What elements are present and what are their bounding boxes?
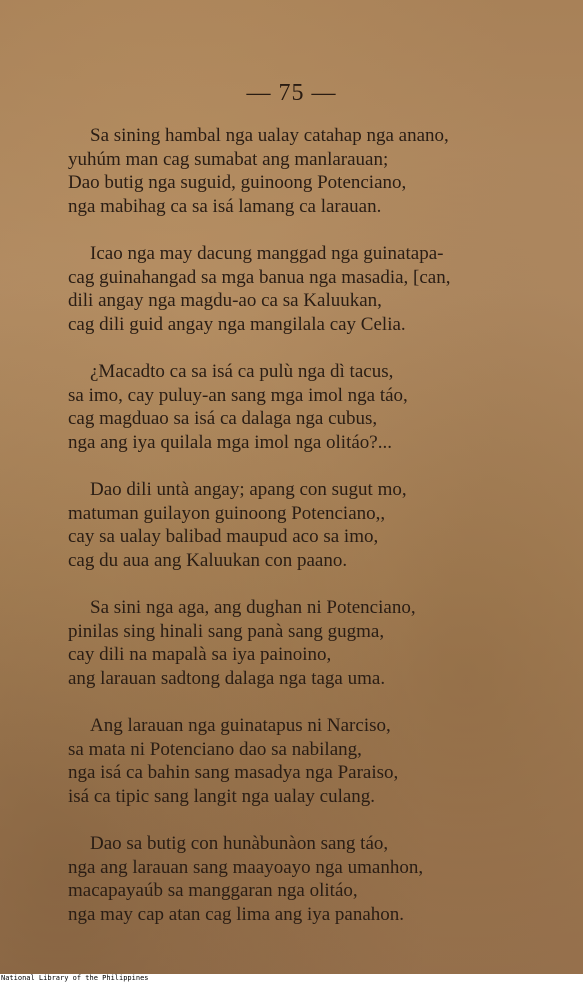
stanza-line: Dao butig nga suguid, guinoong Potenciano,: [68, 172, 407, 193]
stanza-line: ang larauan sadtong dalaga nga taga uma.: [68, 667, 386, 689]
footer-strip: [0, 974, 583, 983]
stanza-line: cay sa ualay balibad maupud aco sa imo,: [68, 526, 379, 547]
stanza-4: [68, 478, 548, 572]
page-number: — 75 —: [246, 80, 337, 106]
stanza-line: dili angay nga magdu-ao ca sa Kaluukan,: [68, 290, 382, 311]
library-credit: National Library of the Philippines: [1, 974, 149, 982]
stanza-line: cay dili na mapalà sa iya painoino,: [68, 644, 332, 665]
stanza-2: [68, 242, 548, 336]
stanza-line: cag guinahangad sa mga banua nga masadia, [can,: [68, 266, 451, 288]
stanza-line: matuman guilayon guinoong Potenciano,,: [68, 502, 386, 524]
stanza-line: cag magduao sa isá ca dalaga nga cubus,: [68, 408, 378, 429]
stanza-line: isá ca tipic sang langit nga ualay culang.: [68, 785, 376, 807]
stanza-line: Dao sa butig con hunàbunàon sang táo,: [90, 833, 389, 854]
stanza-line: Ang larauan nga guinatapus ni Narciso,: [90, 715, 391, 736]
stanza-line: nga ang larauan sang maayoayo nga umanhon,: [68, 856, 424, 878]
stanza-line: Icao nga may dacung manggad nga guinatapa-: [90, 243, 444, 264]
stanza-line: nga mabihag ca sa isá lamang ca larauan.: [68, 195, 382, 217]
stanza-line: nga ang iya quilala mga imol nga olitáo?...: [68, 431, 392, 453]
stanza-line: Sa sini nga aga, ang dughan ni Potenciano,: [90, 597, 416, 618]
stanza-line: nga may cap atan cag lima ang iya panahon.: [68, 903, 405, 925]
stanza-line: macapayaúb sa manggaran nga olitáo,: [68, 880, 358, 901]
stanza-line: cag du aua ang Kaluukan con paano.: [68, 549, 348, 571]
stanza-line: Dao dili untà angay; apang con sugut mo,: [90, 479, 407, 500]
stanza-5: [68, 596, 548, 690]
stanza-6: [68, 714, 548, 808]
stanza-line: pinilas sing hinali sang panà sang gugma,: [68, 620, 385, 642]
stanza-line: yuhúm man cag sumabat ang manlarauan;: [68, 148, 389, 170]
stanza-line: nga isá ca bahin sang masadya nga Paraiso,: [68, 762, 399, 783]
stanza-line: ¿Macadto ca sa isá ca pulù nga dì tacus,: [90, 361, 394, 382]
stanza-line: sa imo, cay puluy-an sang mga imol nga táo,: [68, 384, 408, 406]
stanza-line: Sa sining hambal nga ualay catahap nga anano,: [90, 125, 449, 146]
stanza-line: cag dili guid angay nga mangilala cay Celia.: [68, 313, 406, 335]
stanza-line: sa mata ni Potenciano dao sa nabilang,: [68, 738, 362, 760]
stanza-7: [68, 832, 548, 926]
poem-text: [68, 124, 548, 950]
stanza-3: [68, 360, 548, 454]
stanza-1: [68, 124, 548, 218]
